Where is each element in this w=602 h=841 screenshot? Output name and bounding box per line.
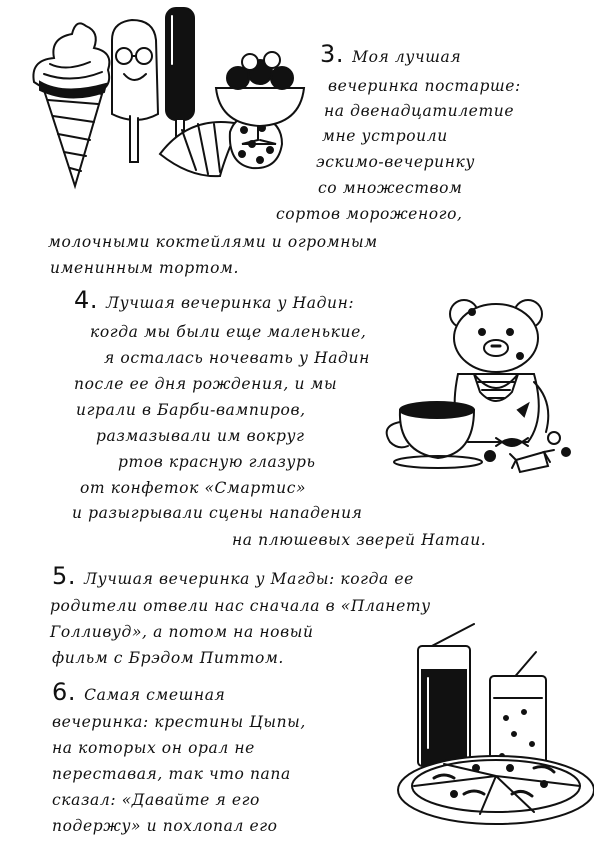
item-6-line-5: сказал: «Давайте я его xyxy=(52,791,260,809)
item-5-line-3: Голливуд», а потом на новый xyxy=(50,623,314,641)
item-3-line-2: вечеринка постарше: xyxy=(328,77,521,95)
item-6-line-1: 6. Самая смешная xyxy=(52,678,226,706)
item-4-line-1: 4. Лучшая вечеринка у Надин: xyxy=(74,286,355,314)
item-5-line-1: 5. Лучшая вечеринка у Магды: когда ее xyxy=(52,562,414,590)
item-4-line-8: от конфеток «Смартис» xyxy=(80,479,307,497)
item-3-line-4: мне устроили xyxy=(322,127,448,145)
item-3-line-7: сортов мороженого, xyxy=(276,205,463,223)
item-6-line-2: вечеринка: крестины Цыпы, xyxy=(52,713,306,731)
item-4-line-4: после ее дня рождения, и мы xyxy=(74,375,338,393)
item-4-line-7: ртов красную глазурь xyxy=(118,453,316,471)
item-3-line-3: на двенадцатилетие xyxy=(324,102,515,120)
item-4-line-10: на плюшевых зверей Натаи. xyxy=(232,531,487,549)
item-4-line-3: я осталась ночевать у Надин xyxy=(104,349,370,367)
item-6-line-4: переставая, так что папа xyxy=(52,765,291,783)
ice-cream-sweets-drawing xyxy=(20,4,310,194)
item-3-line-5: эскимо-вечеринку xyxy=(316,153,475,171)
item-6-line-6: подержу» и похлопал его xyxy=(52,817,278,835)
item-3-line-6: со множеством xyxy=(318,179,463,197)
item-number: 6. xyxy=(52,678,77,706)
item-4-line-9: и разыгрывали сцены нападения xyxy=(72,504,363,522)
item-3-line-9: именинным тортом. xyxy=(50,259,239,277)
item-6-line-3: на которых он орал не xyxy=(52,739,255,757)
item-5-line-2: родители отвели нас сначала в «Планету xyxy=(50,597,431,615)
item-5-line-4: фильм с Брэдом Питтом. xyxy=(52,649,284,667)
item-4-line-6: размазывали им вокруг xyxy=(96,427,305,445)
item-number: 3. xyxy=(320,40,345,68)
item-3-line-1: 3. Моя лучшая xyxy=(320,40,462,68)
item-number: 4. xyxy=(74,286,99,314)
item-3-line-8: молочными коктейлями и огромным xyxy=(48,233,378,251)
item-4-line-5: играли в Барби-вампиров, xyxy=(76,401,306,419)
teddy-bear-teacup-candies-drawing xyxy=(378,292,578,482)
drinks-and-pizza-drawing xyxy=(384,618,594,828)
item-number: 5. xyxy=(52,562,77,590)
item-4-line-2: когда мы были еще маленькие, xyxy=(90,323,367,341)
